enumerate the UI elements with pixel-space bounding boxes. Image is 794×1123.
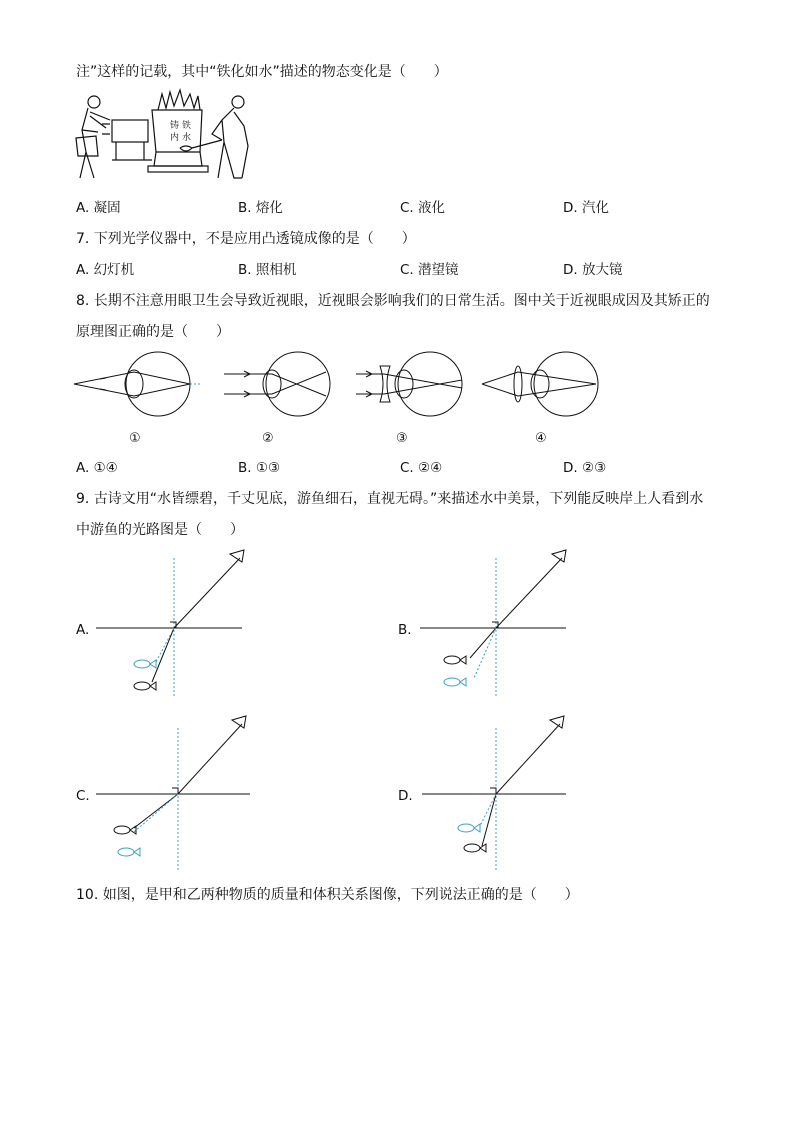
q7-stem: 7. 下列光学仪器中，不是应用凸透镜成像的是（ ）: [76, 231, 416, 247]
eye-label-3: ③: [396, 431, 408, 446]
eye-label-1: ①: [129, 431, 141, 446]
fish-icon: [118, 848, 140, 856]
q9-diagram-c[interactable]: [94, 714, 254, 874]
q7-option-b[interactable]: B. 照相机: [238, 262, 297, 278]
q9-diagram-d[interactable]: [420, 714, 580, 874]
q9-stem-line2: 中游鱼的光路图是（ ）: [76, 522, 244, 538]
q9-diagram-a[interactable]: [94, 548, 254, 698]
q8-option-d[interactable]: D. ②③: [563, 460, 607, 476]
q6-option-b[interactable]: B. 熔化: [238, 200, 283, 216]
eye-diagram-3: [354, 350, 474, 420]
fish-icon: [444, 656, 466, 664]
q9-label-d[interactable]: D.: [398, 788, 413, 804]
eye-diagram-4: [480, 350, 610, 420]
furnace-text-4: 水: [182, 133, 192, 143]
q8-option-a[interactable]: A. ①④: [76, 460, 118, 476]
fish-icon: [114, 826, 136, 834]
q7-option-a[interactable]: A. 幻灯机: [76, 262, 135, 278]
furnace-text-3: 内: [170, 133, 180, 143]
furnace-text-1: 铸: [170, 121, 180, 131]
q8-stem-line1: 8. 长期不注意用眼卫生会导致近视眼，近视眼会影响我们的日常生活。图中关于近视眼成因及其矫正的: [76, 293, 710, 309]
q9-stem-line1: 9. 古诗文用“水皆缥碧，千丈见底，游鱼细石，直视无碍。”来描述水中美景，下列能反映岸上人看到水: [76, 491, 704, 507]
q9-label-c[interactable]: C.: [76, 788, 90, 804]
q6-option-c[interactable]: C. 液化: [400, 200, 446, 216]
ironwork-illustration: [72, 90, 272, 186]
fish-icon: [134, 682, 156, 690]
eye-diagram-2: [222, 350, 342, 420]
q9-diagram-b[interactable]: [418, 548, 578, 698]
fish-icon: [458, 824, 480, 832]
q9-label-a[interactable]: A.: [76, 622, 90, 638]
q7-option-d[interactable]: D. 放大镜: [563, 262, 623, 278]
q6-stem-tail: 注”这样的记载，其中“铁化如水”描述的物态变化是（ ）: [76, 64, 448, 80]
fish-icon: [134, 660, 156, 668]
furnace-text-2: 铁: [182, 121, 192, 131]
q6-option-d[interactable]: D. 汽化: [563, 200, 609, 216]
eye-label-4: ④: [535, 431, 547, 446]
q9-label-b[interactable]: B.: [398, 622, 412, 638]
q10-stem: 10. 如图，是甲和乙两种物质的质量和体积关系图像，下列说法正确的是（ ）: [76, 887, 579, 903]
eye-label-2: ②: [262, 431, 274, 446]
fish-icon: [444, 678, 466, 686]
q8-stem-line2: 原理图正确的是（ ）: [76, 324, 230, 340]
eye-diagram-1: [70, 350, 210, 420]
q8-option-c[interactable]: C. ②④: [400, 460, 443, 476]
q7-option-c[interactable]: C. 潜望镜: [400, 262, 459, 278]
q8-option-b[interactable]: B. ①③: [238, 460, 281, 476]
q6-option-a[interactable]: A. 凝固: [76, 200, 121, 216]
